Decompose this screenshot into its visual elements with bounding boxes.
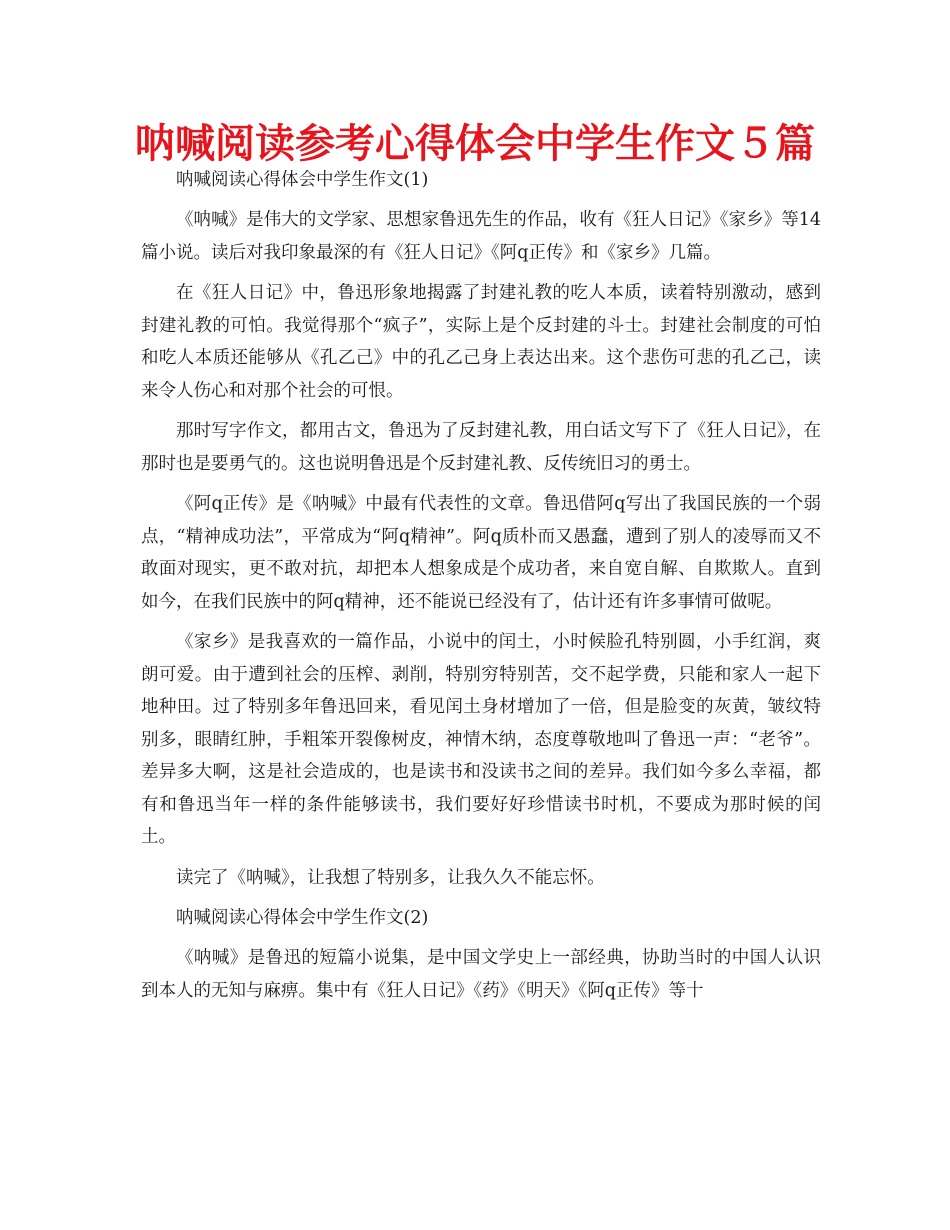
paragraph: 《阿q正传》是《呐喊》中最有代表性的文章。鲁迅借阿q写出了我国民族的一个弱点，“精神成功法”，平常成为“阿q精神”。阿q质朴而又愚蠢，遭到了别人的凌辱而又不敢面对现实，更不敢对抗，却把本人想象成是个成功者，来自宽自解、自欺欺人。直到如今，在我们民族中的阿q精神，还不能说已经没有了，估计还有许多事情可做呢。 xyxy=(141,494,821,612)
document-title: 呐喊阅读参考心得体会中学生作文５篇 xyxy=(135,121,815,167)
paragraph: 《呐喊》是鲁迅的短篇小说集，是中国文学史上一部经典，协助当时的中国人认识到本人的无知与麻痹。集中有《狂人日记》《药》《明天》《阿q正传》等十 xyxy=(141,948,821,1001)
section-subtitle-2: 呐喊阅读心得体会中学生作文(2) xyxy=(176,908,429,928)
paragraph: 那时写字作文，都用古文，鲁迅为了反封建礼教，用白话文写下了《狂人日记》，在那时也是要勇气的。这也说明鲁迅是个反封建礼教、反传统旧习的勇士。 xyxy=(141,421,821,474)
document-body xyxy=(141,164,821,1007)
paragraph: 《家乡》是我喜欢的一篇作品，小说中的闰土，小时候脸孔特别圆，小手红润，爽朗可爱。由于遭到社会的压榨、剥削，特别穷特别苦，交不起学费，只能和家人一起下地种田。过了特别多年鲁迅回来，看见闰土身材增加了一倍，但是脸变的灰黄，皱纹特别多，眼睛红肿，手粗笨开裂像树皮，神情木纳，态度尊敬地叫了鲁迅一声：“老爷”。差异多大啊，这是社会造成的，也是读书和没读书之间的差异。我们如今多么幸福，都有和鲁迅当年一样的条件能够读书，我们要好好珍惜读书时机，不要成为那时候的闰土。 xyxy=(141,632,821,847)
paragraph: 在《狂人日记》中，鲁迅形象地揭露了封建礼教的吃人本质，读着特别激动，感到封建礼教的可怕。我觉得那个“疯子”，实际上是个反封建的斗士。封建社会制度的可怕和吃人本质还能够从《孔乙己》中的孔乙己身上表达出来。这个悲伤可悲的孔乙己，读来令人伤心和对那个社会的可恨。 xyxy=(141,283,821,401)
paragraph: 《呐喊》是伟大的文学家、思想家鲁迅先生的作品，收有《狂人日记》《家乡》等14篇小说。读后对我印象最深的有《狂人日记》《阿q正传》和《家乡》几篇。 xyxy=(141,210,821,263)
paragraph: 读完了《呐喊》，让我想了特别多，让我久久不能忘怀。 xyxy=(176,867,605,888)
section-subtitle-1: 呐喊阅读心得体会中学生作文(1) xyxy=(176,170,429,190)
